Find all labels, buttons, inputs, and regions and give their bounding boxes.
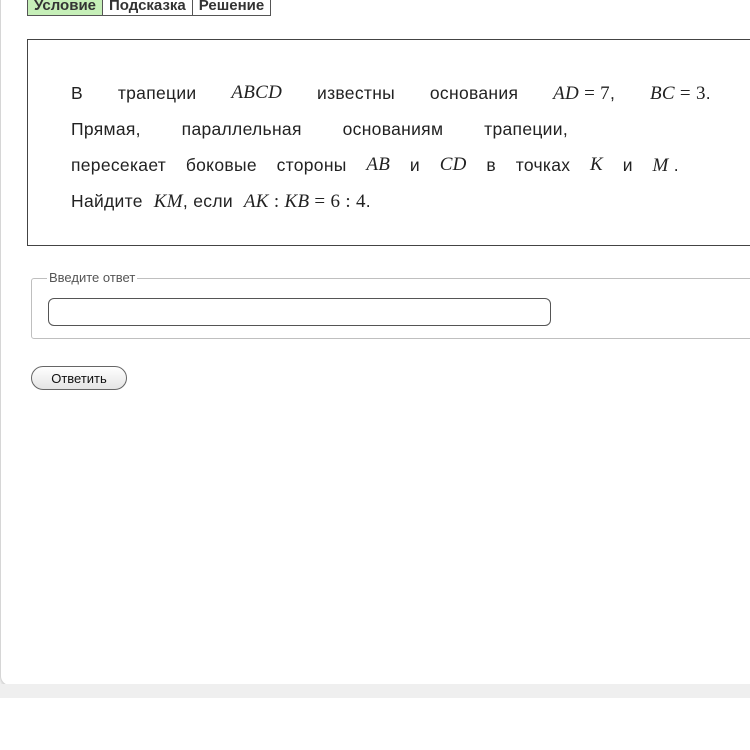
word: основаниям	[342, 119, 444, 139]
word: , если	[182, 191, 233, 211]
word: и	[622, 155, 633, 175]
word: Прямая,	[71, 119, 141, 139]
math-km-clause	[154, 183, 233, 219]
word: точках	[515, 155, 571, 175]
math-eq-3: = 3	[674, 83, 706, 104]
problem-line-4	[71, 183, 750, 219]
math-abcd: ABCD	[231, 82, 283, 103]
dot: .	[365, 191, 371, 211]
page-background-strip	[0, 684, 750, 698]
word: и	[409, 155, 420, 175]
word: Найдите	[71, 191, 143, 211]
problem-statement-box	[27, 39, 750, 246]
answer-input[interactable]	[48, 298, 551, 326]
word: В	[71, 83, 83, 103]
math-bc: BC	[649, 83, 675, 104]
word: известны	[317, 83, 396, 103]
math-ad: AD	[553, 83, 580, 104]
tab-condition[interactable]: Условие	[27, 0, 103, 16]
math-bc-eq	[650, 75, 711, 111]
math-k: K	[590, 154, 603, 175]
tab-hint[interactable]: Подсказка	[103, 0, 193, 16]
problem-text	[71, 75, 750, 219]
answer-legend: Введите ответ	[49, 270, 136, 285]
word: трапеции	[117, 83, 197, 103]
word: параллельная	[181, 119, 302, 139]
problem-line-2	[71, 111, 568, 147]
math-colon: :	[268, 191, 285, 212]
math-kb: KB	[284, 191, 310, 212]
tab-solution[interactable]: Решение	[193, 0, 271, 16]
task-tabs	[27, 0, 271, 18]
problem-line-3	[71, 147, 679, 183]
math-km: KM	[153, 191, 183, 212]
math-eq-7: = 7	[579, 83, 610, 104]
math-m: M	[652, 155, 669, 176]
answer-fieldset	[31, 270, 750, 339]
word: боковые	[185, 155, 257, 175]
math-ratio-value: = 6 : 4	[309, 191, 366, 212]
word: стороны	[276, 155, 347, 175]
dot: .	[673, 155, 679, 175]
math-cd: CD	[439, 154, 467, 175]
math-ab: AB	[366, 154, 391, 175]
problem-line-1	[71, 75, 711, 111]
dot: .	[705, 83, 711, 103]
math-ak: AK	[243, 191, 269, 212]
math-m-dot	[652, 147, 678, 183]
math-ad-eq	[553, 75, 615, 111]
word: в	[486, 155, 496, 175]
word: основания	[429, 83, 519, 103]
word: пересекает	[71, 155, 167, 175]
word: трапеции,	[484, 119, 568, 139]
math-ratio	[244, 183, 371, 219]
submit-answer-button[interactable]: Ответить	[31, 366, 127, 390]
comma: ,	[609, 83, 616, 103]
